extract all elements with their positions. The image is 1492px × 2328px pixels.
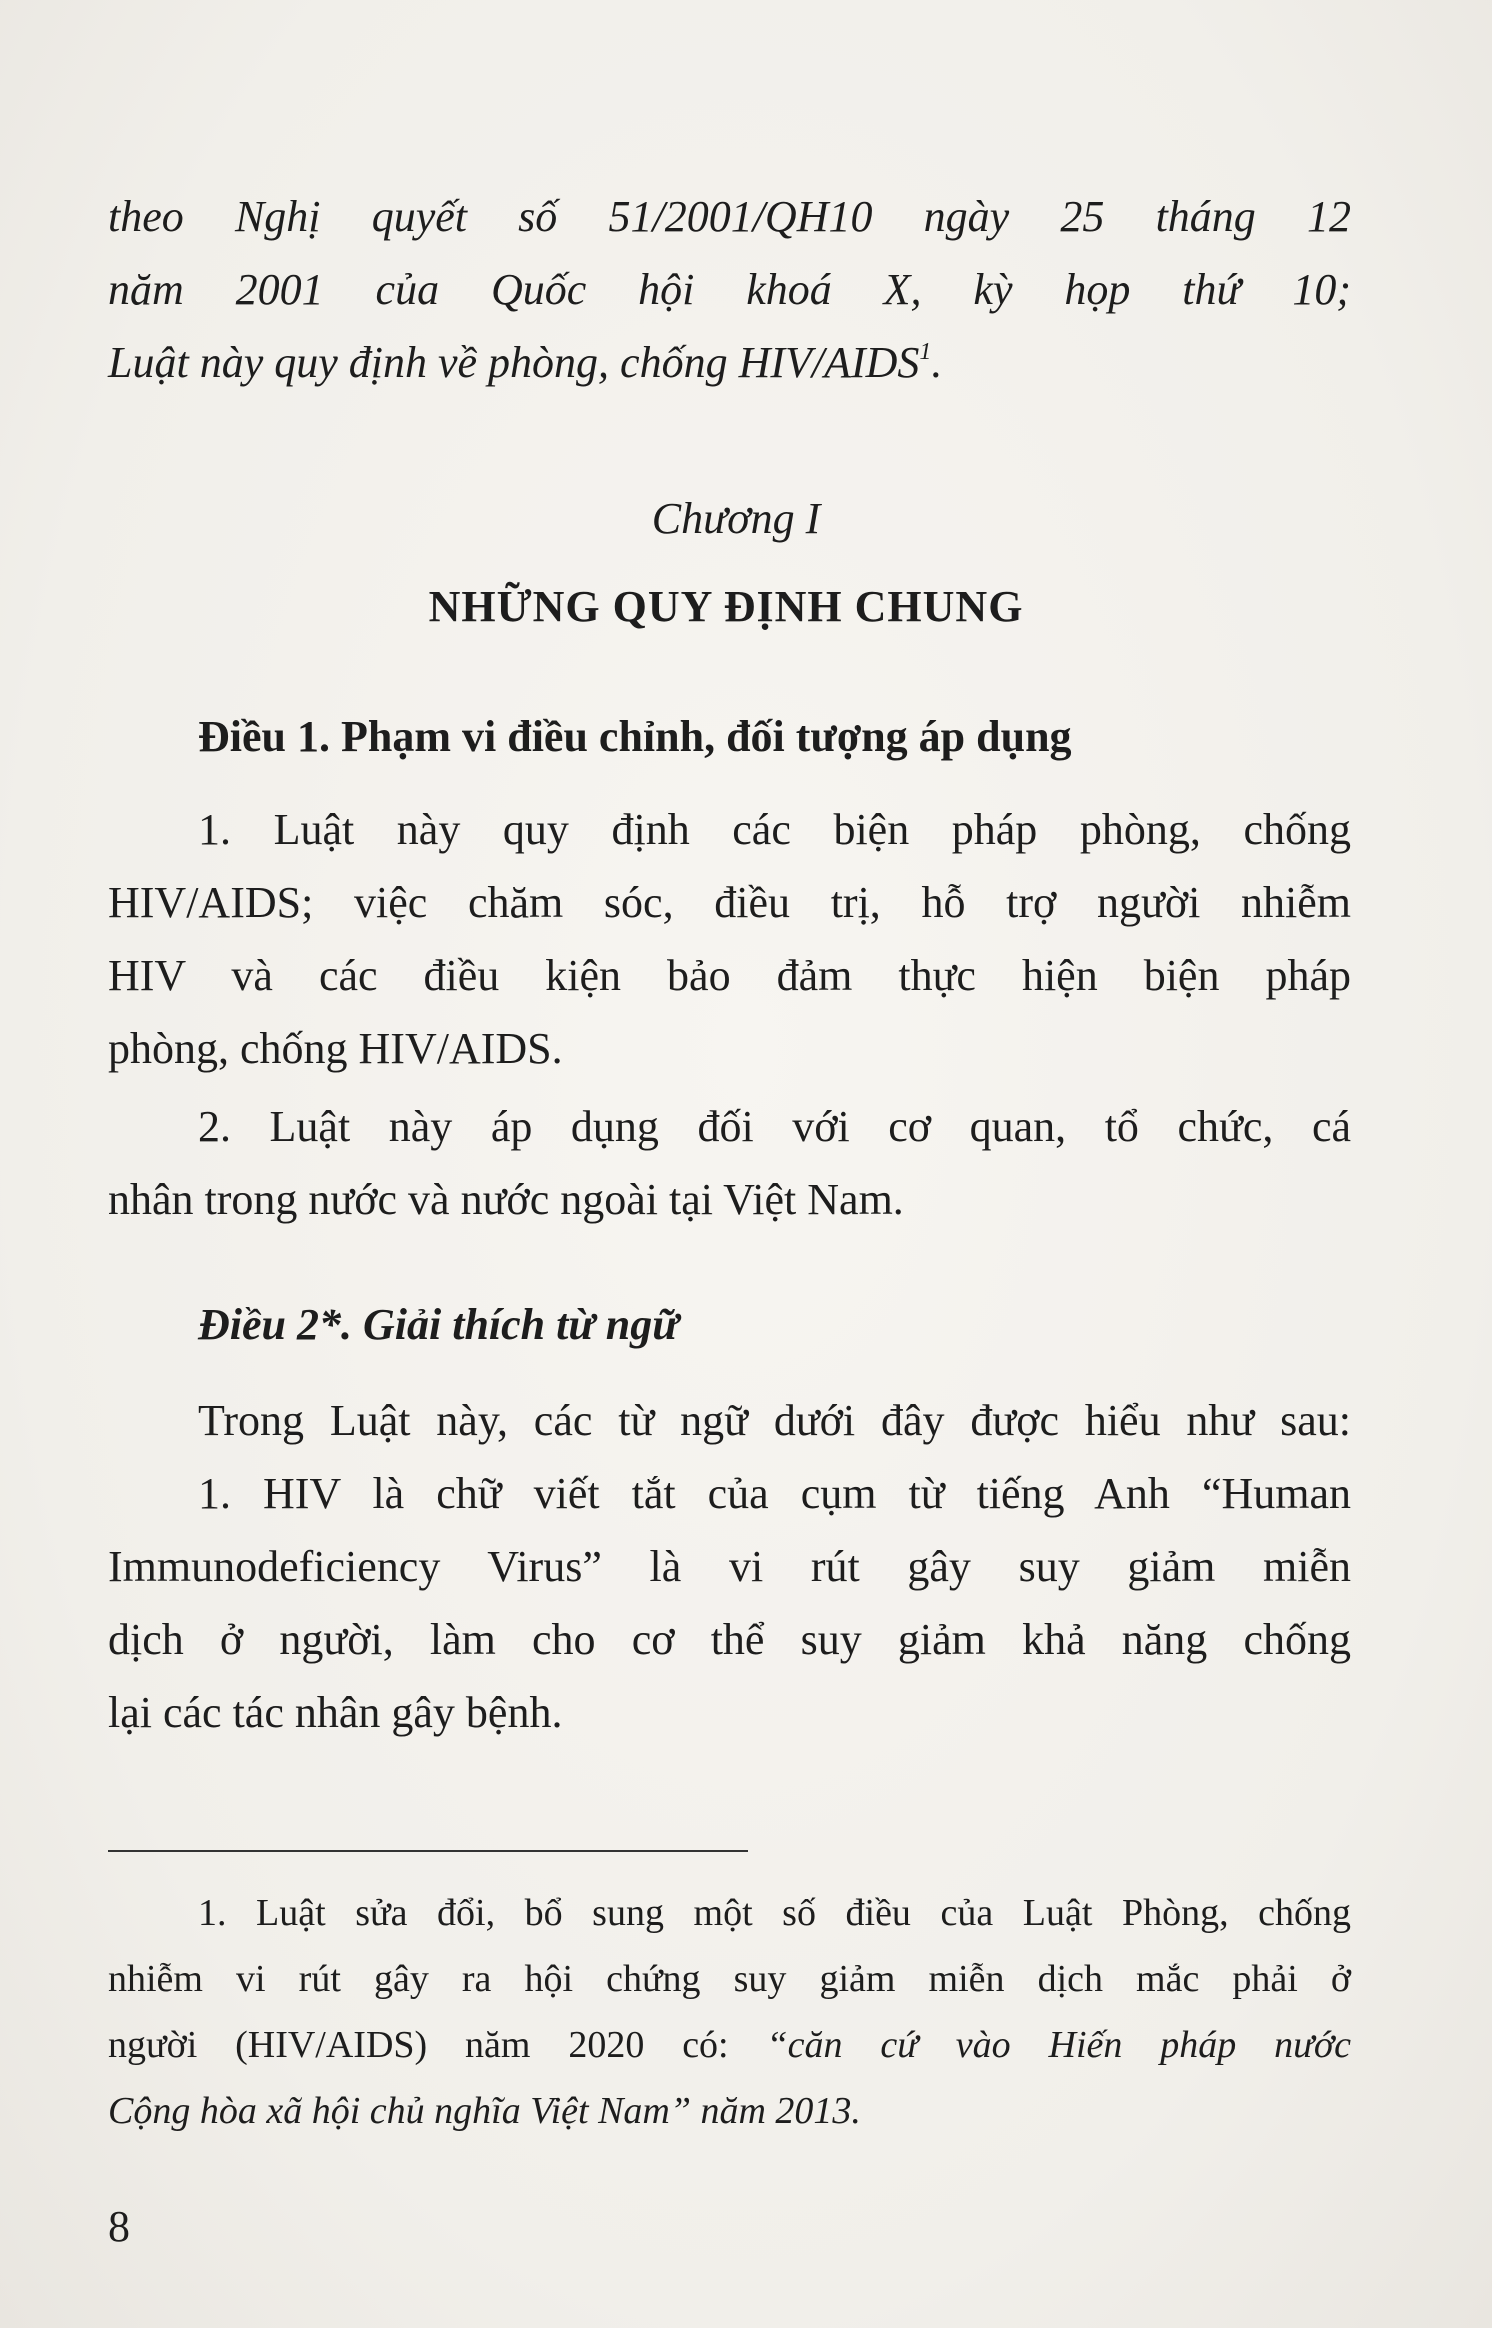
- footnote-line-3-italic: “căn cứ vào Hiến pháp nước: [766, 2024, 1351, 2066]
- footnote-line-2: nhiễm vi rút gây ra hội chứng suy giảm miễn dịch mắc phải ở: [108, 1958, 1351, 2000]
- page-number: 8: [108, 2202, 130, 2251]
- intro-line-2: năm 2001 của Quốc hội khoá X, kỳ họp thứ 10;: [108, 265, 1351, 314]
- intro-line-1: theo Nghị quyết số 51/2001/QH10 ngày 25 tháng 12: [108, 192, 1351, 241]
- article-1-p2-line-2: nhân trong nước và nước ngoài tại Việt Nam.: [108, 1175, 904, 1224]
- article-2-p1-line-2: Immunodeficiency Virus” là vi rút gây suy giảm miễn: [108, 1542, 1351, 1591]
- footnote-line-4: Cộng hòa xã hội chủ nghĩa Việt Nam” năm 2013.: [108, 2090, 861, 2132]
- footnote-line-3: [108, 2012, 1351, 2078]
- article-1-p1-line-1: 1. Luật này quy định các biện pháp phòng, chống: [198, 805, 1351, 854]
- article-1-p1-line-3: HIV và các điều kiện bảo đảm thực hiện biện pháp: [108, 951, 1351, 1000]
- article-1-p2-line-1: 2. Luật này áp dụng đối với cơ quan, tổ chức, cá: [198, 1102, 1351, 1151]
- intro-line-3: [108, 326, 1351, 400]
- article-2-intro: Trong Luật này, các từ ngữ dưới đây được hiểu như sau:: [198, 1396, 1351, 1445]
- article-1-p1-line-4: phòng, chống HIV/AIDS.: [108, 1024, 563, 1073]
- article-1-heading: Điều 1. Phạm vi điều chỉnh, đối tượng áp dụng: [198, 712, 1072, 761]
- chapter-title: NHỮNG QUY ĐỊNH CHUNG: [428, 582, 1024, 631]
- article-2-p1-line-3: dịch ở người, làm cho cơ thể suy giảm khả năng chống: [108, 1615, 1351, 1664]
- intro-line-3-end: .: [931, 338, 943, 387]
- article-2-heading: Điều 2*. Giải thích từ ngữ: [198, 1300, 679, 1349]
- chapter-label: Chương I: [651, 494, 821, 543]
- footnote-line-3-plain: người (HIV/AIDS) năm 2020 có:: [108, 2024, 767, 2066]
- article-2-p1-line-1: 1. HIV là chữ viết tắt của cụm từ tiếng Anh “Human: [198, 1469, 1351, 1518]
- article-1-p1-line-2: HIV/AIDS; việc chăm sóc, điều trị, hỗ trợ người nhiễm: [108, 878, 1351, 927]
- footnote-ref-1: 1: [919, 339, 932, 365]
- footnote-rule: [108, 1850, 748, 1852]
- footnote-line-1: 1. Luật sửa đổi, bổ sung một số điều của Luật Phòng, chống: [198, 1892, 1351, 1934]
- article-2-p1-line-4: lại các tác nhân gây bệnh.: [108, 1688, 563, 1737]
- intro-line-3-text: Luật này quy định về phòng, chống HIV/AIDS: [108, 338, 920, 387]
